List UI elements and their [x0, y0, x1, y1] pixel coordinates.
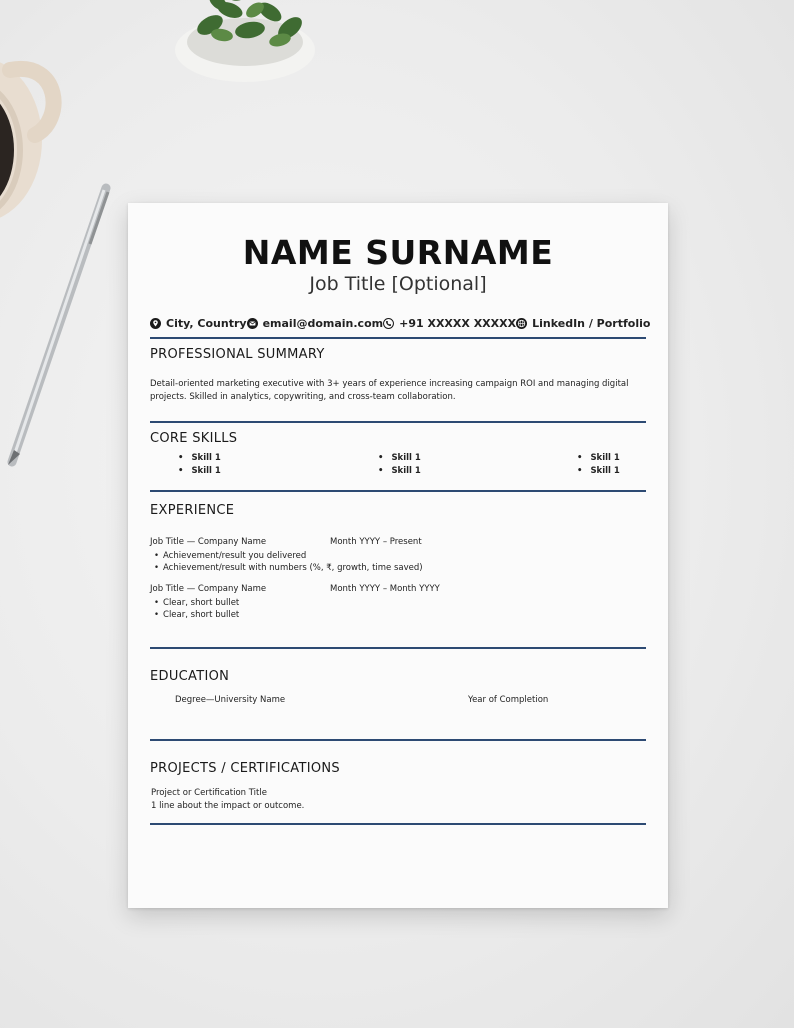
summary-text — [150, 378, 650, 403]
experience-header — [150, 584, 570, 597]
experience-role: Job Title — Company Name — [150, 584, 267, 594]
phone-icon — [383, 318, 394, 329]
experience-role: Job Title — Company Name — [150, 537, 267, 547]
skills-column-3 — [577, 452, 620, 477]
skill-item: • Skill 1 — [378, 452, 421, 465]
section-title-education: EDUCATION — [150, 669, 230, 684]
contact-location-text: City, Country — [166, 316, 247, 330]
job-title: Job Title [Optional] — [309, 273, 487, 295]
contact-portfolio-text: LinkedIn / Portfolio — [532, 316, 651, 330]
experience-bullet: • Achievement/result with numbers (%, ₹, growth, time saved) — [154, 562, 570, 574]
contact-email-text: email@domain.com — [262, 316, 384, 330]
summary-line: projects. Skilled in analytics, copywriting, and cross-team collaboration. — [150, 391, 456, 402]
contact-portfolio[interactable] — [516, 317, 650, 330]
divider — [150, 647, 646, 649]
contact-phone-text: +91 XXXXX XXXXX — [399, 316, 517, 330]
education-degree: Degree—University Name — [175, 695, 286, 705]
skill-item: • Skill 1 — [178, 452, 221, 465]
experience-dates: Month YYYY – Month YYYY — [330, 584, 440, 594]
globe-icon — [516, 318, 527, 329]
education-year: Year of Completion — [468, 695, 549, 705]
contact-email[interactable] — [247, 317, 384, 330]
divider — [150, 739, 646, 741]
skill-item: • Skill 1 — [577, 465, 620, 478]
experience-bullet: • Clear, short bullet — [154, 597, 570, 609]
skill-item: • Skill 1 — [577, 452, 620, 465]
divider — [150, 823, 646, 825]
contact-phone[interactable] — [383, 317, 516, 330]
section-title-skills: CORE SKILLS — [150, 431, 238, 446]
skill-item: • Skill 1 — [378, 465, 421, 478]
email-icon — [247, 318, 258, 329]
project-entry — [151, 787, 304, 812]
project-title: Project or Certification Title — [151, 788, 267, 798]
experience-bullet: • Clear, short bullet — [154, 609, 570, 621]
skill-item: • Skill 1 — [178, 465, 221, 478]
divider — [150, 490, 646, 492]
potted-plant — [150, 0, 340, 85]
section-title-projects: PROJECTS / CERTIFICATIONS — [150, 761, 340, 776]
section-title-summary: PROFESSIONAL SUMMARY — [150, 347, 325, 362]
experience-entry — [150, 584, 570, 621]
location-pin-icon — [150, 318, 161, 329]
skills-column-1 — [178, 452, 221, 477]
experience-header — [150, 537, 570, 550]
experience-entry — [150, 537, 570, 574]
divider — [150, 421, 646, 423]
experience-bullet: • Achievement/result you delivered — [154, 550, 570, 562]
project-description: 1 line about the impact or outcome. — [151, 800, 305, 811]
contact-location — [150, 317, 247, 330]
resume-document — [128, 203, 668, 908]
section-title-experience: EXPERIENCE — [150, 503, 235, 518]
contact-bar — [150, 315, 651, 331]
summary-line: Detail-oriented marketing executive with 3+ years of experience increasing campaign ROI and managing digital — [150, 379, 629, 389]
pen — [0, 180, 120, 480]
skills-column-2 — [378, 452, 421, 477]
divider — [150, 337, 646, 339]
candidate-name: NAME SURNAME — [242, 233, 554, 272]
experience-dates: Month YYYY – Present — [330, 537, 422, 547]
